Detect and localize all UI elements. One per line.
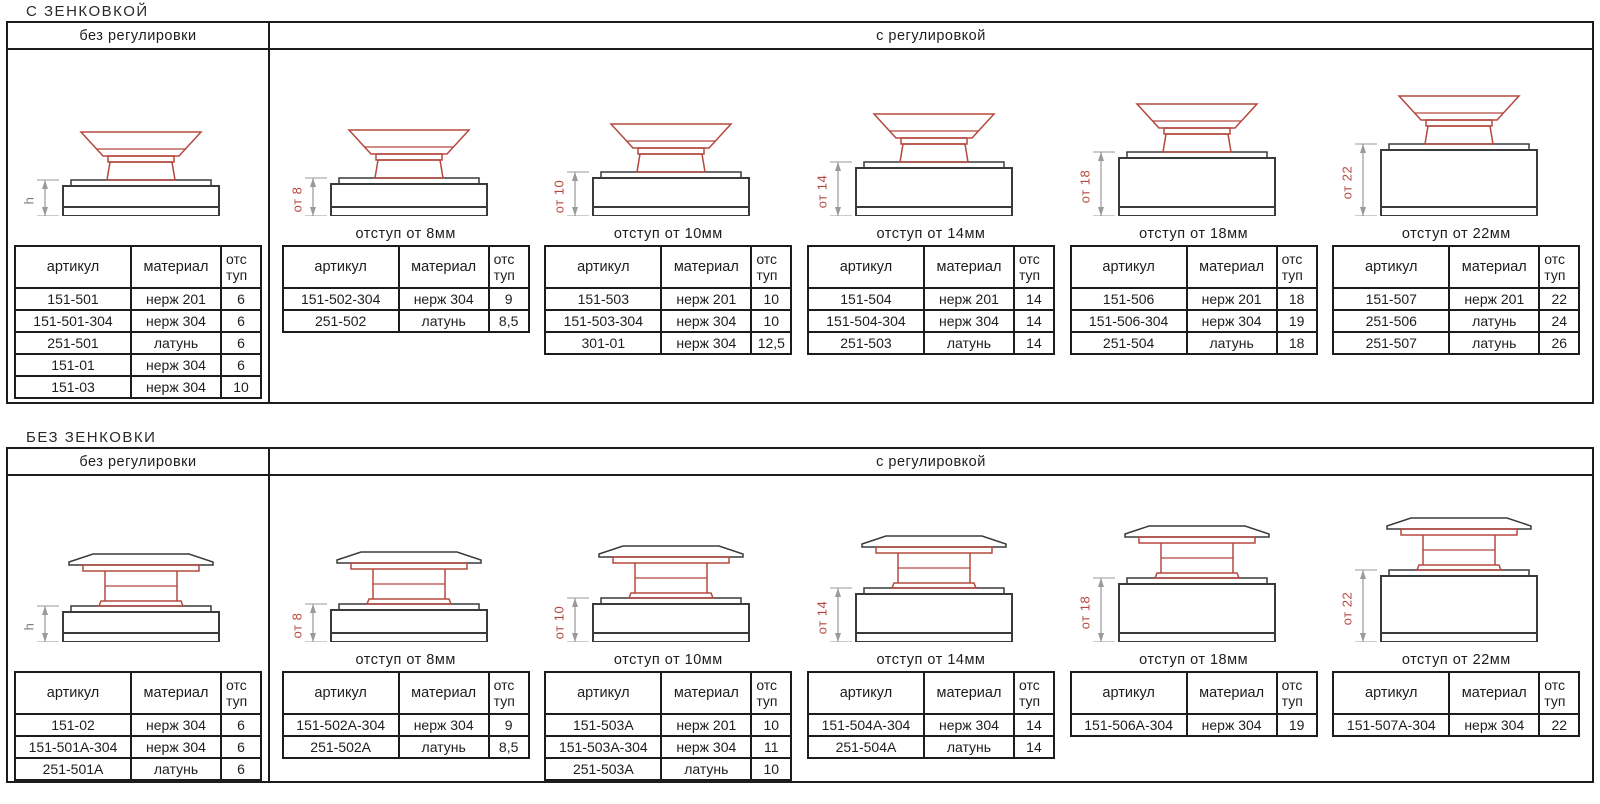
article-cell: 151-504А-304	[808, 714, 924, 736]
offset-header-line1: отс	[493, 676, 515, 693]
material-cell: нерж 304	[1187, 310, 1277, 332]
material-cell: нерж 304	[924, 714, 1014, 736]
offset-cell: 22	[1539, 714, 1579, 736]
material-cell: нерж 304	[661, 310, 751, 332]
material-cell: латунь	[1449, 310, 1539, 332]
article-cell: 151-02	[15, 714, 131, 736]
offset-cell: 18	[1277, 332, 1317, 354]
no-adjust-column	[8, 449, 270, 781]
drawing-svg	[1341, 492, 1571, 642]
article-cell: 251-502А	[283, 736, 399, 758]
offset-header-line2: туп	[226, 267, 248, 283]
table-row	[1071, 332, 1317, 354]
material-header: материал	[924, 246, 1014, 288]
group-caption: отступ от 14мм	[876, 652, 986, 668]
article-cell: 251-503	[808, 332, 924, 354]
offset-header-line2: туп	[1544, 267, 1566, 283]
adjustable-column	[270, 23, 1592, 402]
material-header: материал	[399, 246, 489, 288]
drawing-svg	[553, 66, 783, 216]
article-cell: 151-506	[1071, 288, 1187, 310]
table-row	[1071, 288, 1317, 310]
article-cell: 251-502	[283, 310, 399, 332]
offset-cell: 6	[221, 714, 261, 736]
article-header: артикул	[15, 672, 131, 714]
offset-cell: 9	[489, 288, 529, 310]
table-header-row	[808, 672, 1054, 714]
drawing-zone	[816, 490, 1046, 642]
article-cell: 151-503А	[545, 714, 661, 736]
material-header: материал	[1449, 246, 1539, 288]
article-cell: 251-501	[15, 332, 131, 354]
drawing-svg	[816, 492, 1046, 642]
article-cell: 151-504	[808, 288, 924, 310]
dimension-label: от 8	[289, 612, 305, 639]
offset-header-line1: отс	[756, 250, 778, 267]
table-row	[1071, 714, 1317, 736]
drawing-zone	[291, 64, 521, 216]
material-cell: нерж 304	[131, 736, 221, 758]
table-row	[15, 376, 261, 398]
offset-header	[1539, 672, 1579, 714]
offset-cell: 18	[1277, 288, 1317, 310]
offset-header	[1277, 672, 1317, 714]
article-cell: 301-01	[545, 332, 661, 354]
article-header: артикул	[1333, 246, 1449, 288]
table-row	[15, 288, 261, 310]
article-cell: 251-507	[1333, 332, 1449, 354]
dimension-label: h	[21, 622, 37, 631]
offset-cell: 10	[751, 288, 791, 310]
offset-header-line2: туп	[1018, 267, 1041, 283]
offset-header-line2: туп	[1281, 267, 1303, 283]
group-caption: отступ от 14мм	[876, 226, 986, 242]
article-cell: 251-501А	[15, 758, 131, 780]
offset-header-line2: туп	[1544, 693, 1566, 709]
table-header-row	[15, 246, 261, 288]
article-header: артикул	[808, 246, 924, 288]
article-cell: 251-503А	[545, 758, 661, 780]
material-cell: латунь	[661, 758, 751, 780]
adjustable-column	[270, 449, 1592, 781]
material-header: материал	[661, 672, 751, 714]
spec-table	[282, 671, 530, 759]
drawing-zone	[1341, 490, 1571, 642]
offset-cell: 19	[1277, 310, 1317, 332]
product-drawing-offset22	[1341, 492, 1571, 642]
table-row	[808, 288, 1054, 310]
material-cell: нерж 304	[399, 714, 489, 736]
material-cell: нерж 304	[1449, 714, 1539, 736]
offset-cell: 6	[221, 758, 261, 780]
article-header: артикул	[15, 246, 131, 288]
spec-table	[807, 245, 1055, 355]
spec-table	[282, 245, 530, 333]
article-header: артикул	[1071, 672, 1187, 714]
table-row	[15, 736, 261, 758]
table-row	[283, 288, 529, 310]
article-cell: 151-507	[1333, 288, 1449, 310]
offset-cell: 14	[1014, 332, 1054, 354]
material-cell: нерж 201	[661, 288, 751, 310]
offset-cell: 19	[1277, 714, 1317, 736]
product-drawing-offset10	[553, 492, 783, 642]
offset-cell: 10	[221, 376, 261, 398]
drawing-svg	[23, 492, 253, 642]
article-cell: 251-504А	[808, 736, 924, 758]
material-cell: латунь	[1187, 332, 1277, 354]
article-cell: 151-503А-304	[545, 736, 661, 758]
dimension-label: от 10	[551, 605, 567, 640]
offset-header-line2: туп	[493, 693, 515, 709]
article-cell: 151-501А-304	[15, 736, 131, 758]
group-caption: отступ от 8мм	[355, 652, 456, 668]
drawing-zone	[1341, 64, 1571, 216]
table-header-row	[545, 246, 791, 288]
table-row	[545, 736, 791, 758]
offset-header	[1277, 246, 1317, 288]
drawing-zone	[553, 64, 783, 216]
offset-header	[1014, 672, 1054, 714]
dimension-label: от 22	[1339, 165, 1355, 200]
offset-cell: 9	[489, 714, 529, 736]
material-cell: нерж 304	[661, 332, 751, 354]
drawing-svg	[553, 492, 783, 642]
drawing-zone	[23, 490, 253, 642]
offset-cell: 10	[751, 714, 791, 736]
no-adjust-content	[8, 50, 268, 402]
no-adjust-content	[8, 476, 268, 781]
table-row	[1333, 714, 1579, 736]
offset-cell: 14	[1014, 310, 1054, 332]
no-adjust-header: без регулировки	[8, 449, 268, 476]
dimension-label: от 14	[814, 600, 830, 635]
offset-cell: 8,5	[489, 736, 529, 758]
product-drawing-countersunk-base	[23, 66, 253, 216]
drawing-zone	[23, 64, 253, 216]
article-header: артикул	[283, 246, 399, 288]
drawing-zone	[1079, 490, 1309, 642]
offset-cell: 12,5	[751, 332, 791, 354]
material-cell: нерж 304	[131, 714, 221, 736]
material-header: материал	[131, 246, 221, 288]
offset-header-line2: туп	[1281, 693, 1303, 709]
offset-cell: 22	[1539, 288, 1579, 310]
offset-group-22mm	[1329, 490, 1583, 737]
group-caption: отступ от 22мм	[1401, 652, 1511, 668]
table-row	[808, 714, 1054, 736]
table-header-row	[808, 246, 1054, 288]
table-header-row	[15, 672, 261, 714]
drawing-svg	[1341, 66, 1571, 216]
offset-cell: 8,5	[489, 310, 529, 332]
product-drawing-offset18	[1079, 492, 1309, 642]
material-cell: латунь	[131, 332, 221, 354]
offset-cell: 10	[751, 310, 791, 332]
offset-header	[1539, 246, 1579, 288]
offset-header	[751, 246, 791, 288]
offset-cell: 6	[221, 332, 261, 354]
offset-cell: 26	[1539, 332, 1579, 354]
material-cell: нерж 304	[399, 288, 489, 310]
article-cell: 251-504	[1071, 332, 1187, 354]
adjustable-header: с регулировкой	[270, 449, 1592, 476]
offset-header-line1: отс	[1281, 676, 1303, 693]
spec-table	[544, 671, 792, 781]
table-row	[1333, 288, 1579, 310]
article-cell: 151-01	[15, 354, 131, 376]
group-caption: отступ от 18мм	[1139, 652, 1249, 668]
material-header: материал	[924, 672, 1014, 714]
table-header-row	[1333, 246, 1579, 288]
table-row	[1333, 310, 1579, 332]
offset-header	[751, 672, 791, 714]
dimension-label: от 22	[1339, 591, 1355, 626]
dimension-label: от 18	[1077, 595, 1093, 630]
offset-group-10mm	[541, 490, 795, 781]
table-row	[283, 736, 529, 758]
article-cell: 151-03	[15, 376, 131, 398]
table-header-row	[545, 672, 791, 714]
offset-header	[489, 246, 529, 288]
offset-cell: 24	[1539, 310, 1579, 332]
article-cell: 151-506-304	[1071, 310, 1187, 332]
adjustable-content	[270, 50, 1592, 402]
product-drawing-offset18	[1079, 66, 1309, 216]
offset-group-18mm	[1067, 64, 1321, 355]
table-row	[283, 310, 529, 332]
table-row	[1071, 310, 1317, 332]
material-header: материал	[131, 672, 221, 714]
material-cell: нерж 304	[131, 310, 221, 332]
article-cell: 151-506А-304	[1071, 714, 1187, 736]
group-caption: отступ от 18мм	[1139, 226, 1249, 242]
group-caption: отступ от 10мм	[613, 652, 723, 668]
offset-cell: 14	[1014, 288, 1054, 310]
table-row	[15, 714, 261, 736]
article-cell: 151-503	[545, 288, 661, 310]
article-cell: 151-502А-304	[283, 714, 399, 736]
group-caption: отступ от 22мм	[1401, 226, 1511, 242]
product-drawing-offset22	[1341, 66, 1571, 216]
drawing-zone	[553, 490, 783, 642]
dimension-label: от 14	[814, 174, 830, 209]
offset-header-line2: туп	[226, 693, 248, 709]
offset-header	[489, 672, 529, 714]
drawing-zone	[816, 64, 1046, 216]
offset-group-10mm	[541, 64, 795, 355]
offset-cell: 6	[221, 354, 261, 376]
material-cell: нерж 201	[661, 714, 751, 736]
offset-header-line2: туп	[756, 693, 778, 709]
spec-table	[1070, 671, 1318, 737]
spec-table	[1332, 671, 1580, 737]
section-title-no-countersink: БЕЗ ЗЕНКОВКИ	[26, 429, 157, 446]
offset-cell: 14	[1014, 736, 1054, 758]
offset-group-14mm	[804, 490, 1058, 759]
table-header-row	[1333, 672, 1579, 714]
material-cell: нерж 304	[131, 376, 221, 398]
material-header: материал	[1449, 672, 1539, 714]
offset-header-line2: туп	[493, 267, 515, 283]
adjustable-header: с регулировкой	[270, 23, 1592, 50]
material-cell: латунь	[924, 332, 1014, 354]
spec-table	[14, 671, 262, 781]
article-cell: 151-503-304	[545, 310, 661, 332]
table-row	[1333, 332, 1579, 354]
material-cell: латунь	[399, 736, 489, 758]
table-row	[808, 736, 1054, 758]
offset-cell: 6	[221, 736, 261, 758]
table-row	[808, 332, 1054, 354]
spec-table	[544, 245, 792, 355]
table-header-row	[283, 672, 529, 714]
drawing-svg	[291, 492, 521, 642]
product-drawing-offset10	[553, 66, 783, 216]
article-header: артикул	[545, 246, 661, 288]
article-header: артикул	[1333, 672, 1449, 714]
group-caption: отступ от 10мм	[613, 226, 723, 242]
product-drawing-offset14	[816, 492, 1046, 642]
spec-table	[807, 671, 1055, 759]
table-row	[283, 714, 529, 736]
material-header: материал	[1187, 246, 1277, 288]
offset-header-line1: отс	[756, 676, 778, 693]
table-row	[545, 310, 791, 332]
article-header: артикул	[283, 672, 399, 714]
product-drawing-offset8	[291, 66, 521, 216]
table-row	[545, 758, 791, 780]
offset-cell: 6	[221, 310, 261, 332]
table-row	[15, 354, 261, 376]
offset-header-line2: туп	[1018, 693, 1041, 709]
dimension-label: h	[21, 196, 37, 205]
spec-table	[1070, 245, 1318, 355]
offset-group-8mm	[279, 490, 533, 759]
section-no-countersink	[6, 447, 1594, 783]
article-cell: 151-504-304	[808, 310, 924, 332]
table-row	[545, 288, 791, 310]
drawing-svg	[1079, 66, 1309, 216]
material-cell: нерж 201	[1449, 288, 1539, 310]
table-header-row	[283, 246, 529, 288]
table-row	[545, 714, 791, 736]
article-cell: 151-507А-304	[1333, 714, 1449, 736]
material-cell: латунь	[399, 310, 489, 332]
drawing-zone	[1079, 64, 1309, 216]
article-cell: 151-501	[15, 288, 131, 310]
material-cell: нерж 201	[1187, 288, 1277, 310]
dimension-label: от 10	[551, 179, 567, 214]
material-cell: нерж 304	[924, 310, 1014, 332]
drawing-svg	[23, 66, 253, 216]
table-row	[545, 332, 791, 354]
spec-table	[14, 245, 262, 399]
material-header: материал	[661, 246, 751, 288]
offset-group-22mm	[1329, 64, 1583, 355]
section-title-countersunk: С ЗЕНКОВКОЙ	[26, 3, 149, 20]
material-cell: нерж 304	[661, 736, 751, 758]
article-header: артикул	[808, 672, 924, 714]
catalog-sheet	[0, 3, 1600, 783]
article-cell: 251-506	[1333, 310, 1449, 332]
dimension-label: от 8	[289, 186, 305, 213]
article-cell: 151-502-304	[283, 288, 399, 310]
offset-header-line1: отс	[1544, 250, 1566, 267]
material-cell: латунь	[131, 758, 221, 780]
no-adjust-header: без регулировки	[8, 23, 268, 50]
material-cell: нерж 201	[924, 288, 1014, 310]
offset-header-line1: отс	[1018, 676, 1040, 693]
material-header: материал	[399, 672, 489, 714]
product-drawing-offset8	[291, 492, 521, 642]
offset-header-line1: отс	[1544, 676, 1566, 693]
article-header: артикул	[545, 672, 661, 714]
offset-header-line1: отс	[493, 250, 515, 267]
material-cell: латунь	[1449, 332, 1539, 354]
table-row	[15, 310, 261, 332]
material-header: материал	[1187, 672, 1277, 714]
offset-cell: 11	[751, 736, 791, 758]
group-caption: отступ от 8мм	[355, 226, 456, 242]
material-cell: нерж 304	[1187, 714, 1277, 736]
offset-group-14mm	[804, 64, 1058, 355]
drawing-svg	[291, 66, 521, 216]
product-drawing-flat-base	[23, 492, 253, 642]
offset-header	[1014, 246, 1054, 288]
offset-cell: 6	[221, 288, 261, 310]
table-row	[15, 758, 261, 780]
no-adjust-column	[8, 23, 270, 402]
offset-header-line1: отс	[226, 250, 247, 267]
offset-cell: 14	[1014, 714, 1054, 736]
offset-header-line1: отс	[226, 676, 247, 693]
drawing-svg	[816, 66, 1046, 216]
offset-cell: 10	[751, 758, 791, 780]
table-header-row	[1071, 246, 1317, 288]
offset-group-18mm	[1067, 490, 1321, 737]
material-cell: латунь	[924, 736, 1014, 758]
offset-header-line1: отс	[1018, 250, 1040, 267]
offset-header-line1: отс	[1281, 250, 1303, 267]
offset-group-8mm	[279, 64, 533, 333]
drawing-svg	[1079, 492, 1309, 642]
offset-header	[221, 672, 261, 714]
dimension-label: от 18	[1077, 169, 1093, 204]
section-countersunk	[6, 21, 1594, 404]
table-row	[808, 310, 1054, 332]
section-gap	[0, 404, 1600, 426]
article-cell: 151-501-304	[15, 310, 131, 332]
offset-header	[221, 246, 261, 288]
article-header: артикул	[1071, 246, 1187, 288]
material-cell: нерж 304	[131, 354, 221, 376]
material-cell: нерж 201	[131, 288, 221, 310]
product-drawing-offset14	[816, 66, 1046, 216]
drawing-zone	[291, 490, 521, 642]
adjustable-content	[270, 476, 1592, 781]
offset-header-line2: туп	[756, 267, 778, 283]
spec-table	[1332, 245, 1580, 355]
table-header-row	[1071, 672, 1317, 714]
table-row	[15, 332, 261, 354]
